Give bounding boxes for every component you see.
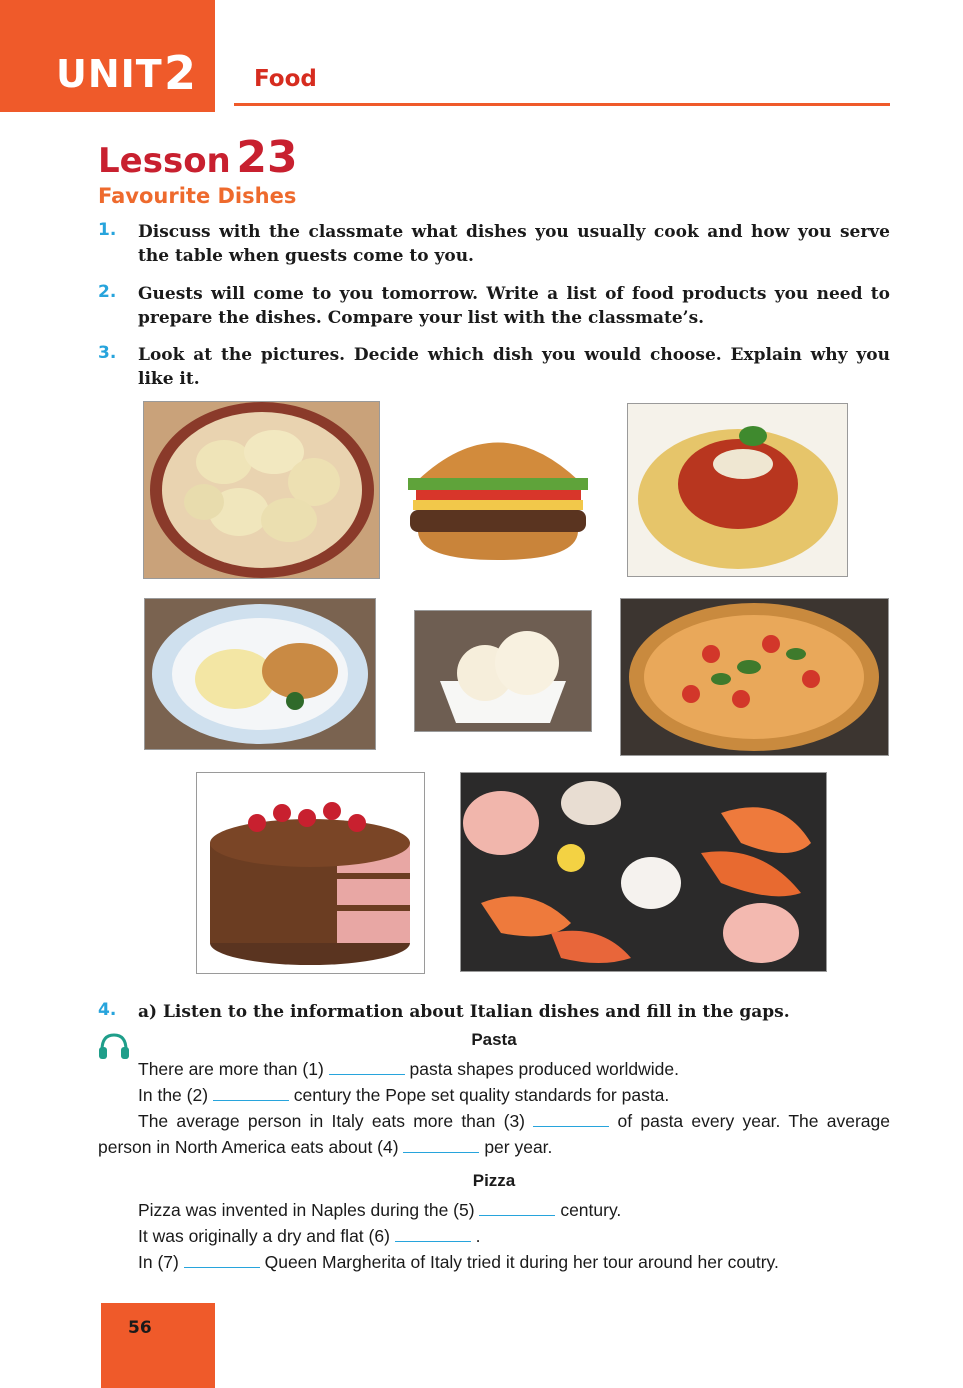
gap-4-blank[interactable] (403, 1137, 479, 1153)
photo-mashed-potatoes (144, 598, 376, 750)
pizza-line-3 (98, 1249, 890, 1275)
text-segment: of pasta every year. The average person in North America eats about (4) (98, 1111, 890, 1157)
unit-number: 2 (164, 46, 197, 100)
task-text: Discuss with the classmate what dishes you usually cook and how you serve the table when guests come to you. (138, 222, 890, 266)
photo-spaghetti (627, 403, 848, 577)
task-text: Look at the pictures. Decide which dish you would choose. Explain why you like it. (138, 345, 890, 389)
text-segment: . (470, 1226, 481, 1246)
text-segment: pasta shapes produced worldwide. (404, 1059, 679, 1079)
gap-7-blank[interactable] (184, 1252, 260, 1268)
lesson-title (98, 132, 298, 183)
text-segment: Pizza was invented in Naples during the (5) (138, 1200, 475, 1220)
lesson-subtitle: Favourite Dishes (98, 184, 297, 208)
task-number: 4. (98, 1000, 117, 1020)
pasta-title: Pasta (471, 1030, 517, 1049)
text-segment: per year. (479, 1137, 553, 1157)
task-number: 3. (98, 343, 117, 363)
gap-3-blank[interactable] (533, 1111, 609, 1127)
photo-ice-cream (414, 610, 592, 732)
pizza-title: Pizza (472, 1171, 516, 1190)
text-segment: Queen Margherita of Italy tried it during her tour around her coutry. (259, 1252, 779, 1272)
photo-chocolate-cake (196, 772, 425, 974)
pasta-line-3 (98, 1108, 890, 1160)
text-segment: There are more than (1) (138, 1059, 324, 1079)
task-number: 1. (98, 220, 117, 240)
pizza-text (98, 1197, 890, 1275)
task-2 (98, 282, 890, 330)
photo-pizza (620, 598, 889, 756)
task-1 (98, 220, 890, 268)
pizza-line-1 (98, 1197, 890, 1223)
page-number-box (101, 1303, 215, 1388)
task-text: Guests will come to you tomorrow. Write a list of food products you need to prepare the dishes. Compare your list with the classmate’s. (138, 284, 890, 328)
gap-5-blank[interactable] (479, 1200, 555, 1216)
photo-hamburger (398, 410, 598, 570)
text-segment: In the (2) (138, 1085, 209, 1105)
text-segment: century. (555, 1200, 622, 1220)
task-text: a) Listen to the information about Italian dishes and fill in the gaps. (138, 1002, 790, 1022)
page-number: 56 (128, 1318, 152, 1338)
text-segment: century the Pope set quality standards for pasta. (288, 1085, 670, 1105)
text-segment: In (7) (138, 1252, 179, 1272)
gap-6-blank[interactable] (395, 1226, 471, 1242)
unit-banner (0, 0, 215, 112)
pasta-text (98, 1056, 890, 1160)
pizza-line-2 (98, 1223, 890, 1249)
gap-1-blank[interactable] (329, 1059, 405, 1075)
photo-dumplings (143, 401, 380, 579)
text-segment: The average person in Italy eats more than (3) (138, 1111, 526, 1131)
pasta-line-1 (98, 1056, 890, 1082)
pasta-line-2 (98, 1082, 890, 1108)
photo-seafood (460, 772, 827, 972)
unit-label: UNIT (56, 52, 163, 96)
header-divider (234, 103, 890, 106)
text-segment: It was originally a dry and flat (6) (138, 1226, 390, 1246)
topic-title: Food (254, 66, 317, 92)
lesson-number: 23 (236, 132, 298, 183)
task-3 (98, 343, 890, 391)
lesson-word: Lesson (98, 141, 231, 181)
gap-2-blank[interactable] (213, 1085, 289, 1101)
task-number: 2. (98, 282, 117, 302)
task-4 (98, 1000, 890, 1024)
